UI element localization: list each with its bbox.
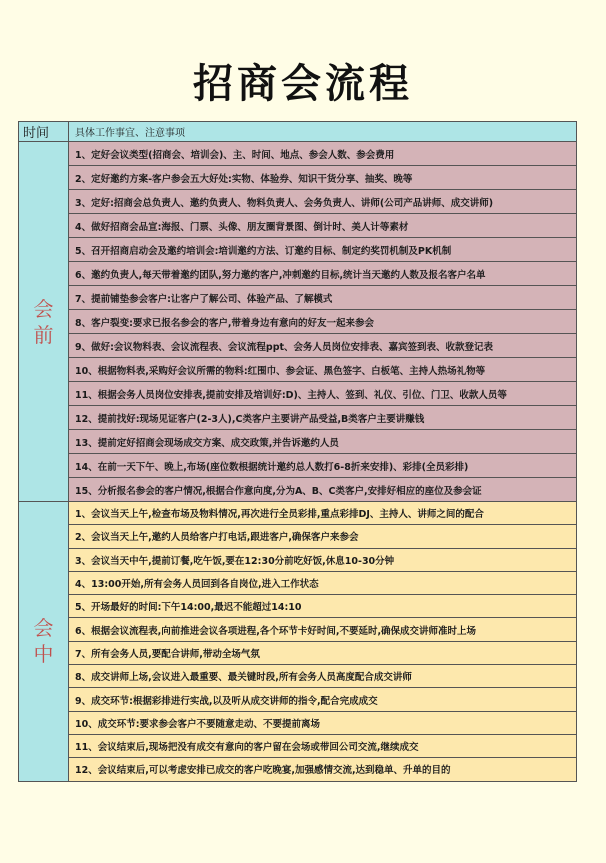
table-row — [19, 502, 577, 525]
task-item: 4、13:00开始,所有会务人员回到各自岗位,进入工作状态 — [69, 571, 577, 594]
table-row — [19, 571, 577, 594]
phase-label: 会中 — [33, 616, 54, 667]
task-item: 7、提前铺垫参会客户:让客户了解公司、体验产品、了解模式 — [69, 286, 577, 310]
task-item: 9、做好:会议物料表、会议流程表、会议流程ppt、会务人员岗位安排表、嘉宾签到表、收款登记表 — [69, 334, 577, 358]
header-detail: 具体工作事宜、注意事项 — [69, 122, 577, 142]
task-item: 2、定好邀约方案-客户参会五大好处:实物、体验券、知识干货分享、抽奖、晚等 — [69, 166, 577, 190]
task-item: 6、邀约负责人,每天带着邀约团队,努力邀约客户,冲刺邀约目标,统计当天邀约人数及报名客户名单 — [69, 262, 577, 286]
table-row — [19, 214, 577, 238]
page-title: 招商会流程 — [193, 61, 413, 107]
table-row — [19, 262, 577, 286]
task-item: 5、开场最好的时间:下午14:00,最迟不能超过14:10 — [69, 595, 577, 618]
table-row — [19, 618, 577, 641]
table-row — [19, 454, 577, 478]
table-row — [19, 665, 577, 688]
task-item: 6、根据会议流程表,向前推进会议各项进程,各个环节卡好时间,不要延时,确保成交讲师准时上场 — [69, 618, 577, 641]
task-item: 9、成交环节:根据彩排进行实战,以及听从成交讲师的指令,配合完成成交 — [69, 688, 577, 711]
task-item: 4、做好招商会品宣:海报、门票、头像、朋友圈背景图、倒计时、美人计等素材 — [69, 214, 577, 238]
task-item: 1、定好会议类型(招商会、培训会)、主、时间、地点、参会人数、参会费用 — [69, 142, 577, 166]
table-row — [19, 334, 577, 358]
task-item: 10、成交环节:要求参会客户不要随意走动、不要提前离场 — [69, 711, 577, 734]
task-item: 8、客户裂变:要求已报名参会的客户,带着身边有意向的好友一起来参会 — [69, 310, 577, 334]
task-item: 7、所有会务人员,要配合讲师,带动全场气氛 — [69, 641, 577, 664]
table-row — [19, 430, 577, 454]
table-row — [19, 734, 577, 757]
table-row — [19, 190, 577, 214]
table-row — [19, 166, 577, 190]
phase-cell-pre-meeting — [19, 142, 69, 502]
task-item: 12、提前找好:现场见证客户(2-3人),C类客户主要讲产品受益,B类客户主要讲赚钱 — [69, 406, 577, 430]
task-item: 15、分析报名参会的客户情况,根据合作意向度,分为A、B、C类客户,安排好相应的座位及参会证 — [69, 478, 577, 502]
phase-cell-in-meeting — [19, 502, 69, 782]
table-row — [19, 688, 577, 711]
table-row — [19, 310, 577, 334]
header-time: 时间 — [19, 122, 69, 142]
task-item: 11、会议结束后,现场把没有成交有意向的客户留在会场或带回公司交流,继续成交 — [69, 734, 577, 757]
table-row — [19, 711, 577, 734]
table-row — [19, 595, 577, 618]
task-item: 2、会议当天上午,邀约人员给客户打电话,跟进客户,确保客户来参会 — [69, 525, 577, 548]
phase-label: 会前 — [33, 296, 54, 347]
table-header-row — [19, 122, 577, 142]
task-item: 10、根据物料表,采购好会议所需的物料:红围巾、参会证、黑色签字、白板笔、主持人热场礼物等 — [69, 358, 577, 382]
task-item: 3、会议当天中午,提前订餐,吃午饭,要在12:30分前吃好饭,休息10-30分钟 — [69, 548, 577, 571]
task-item: 12、会议结束后,可以考虑安排已成交的客户吃晚宴,加强感情交流,达到稳单、升单的目的 — [69, 758, 577, 781]
table-row — [19, 525, 577, 548]
table-row — [19, 406, 577, 430]
task-item: 1、会议当天上午,检查布场及物料情况,再次进行全员彩排,重点彩排DJ、主持人、讲师之间的配合 — [69, 502, 577, 525]
task-item: 13、提前定好招商会现场成交方案、成交政策,并告诉邀约人员 — [69, 430, 577, 454]
table-row — [19, 238, 577, 262]
table-row — [19, 758, 577, 781]
table-row — [19, 478, 577, 502]
table-row — [19, 286, 577, 310]
table-row — [19, 641, 577, 664]
task-item: 14、在前一天下午、晚上,布场(座位数根据统计邀约总人数打6-8折来安排)、彩排(全员彩排) — [69, 454, 577, 478]
task-item: 3、定好:招商会总负责人、邀约负责人、物料负责人、会务负责人、讲师(公司产品讲师、成交讲师) — [69, 190, 577, 214]
table-row — [19, 142, 577, 166]
process-table — [18, 121, 577, 782]
table-row — [19, 382, 577, 406]
task-item: 11、根据会务人员岗位安排表,提前安排及培训好:D)、主持人、签到、礼仪、引位、门卫、收款人员等 — [69, 382, 577, 406]
task-item: 5、召开招商启动会及邀约培训会:培训邀约方法、订邀约目标、制定约奖罚机制及PK机制 — [69, 238, 577, 262]
task-item: 8、成交讲师上场,会议进入最重要、最关键时段,所有会务人员高度配合成交讲师 — [69, 665, 577, 688]
table-row — [19, 548, 577, 571]
table-row — [19, 358, 577, 382]
